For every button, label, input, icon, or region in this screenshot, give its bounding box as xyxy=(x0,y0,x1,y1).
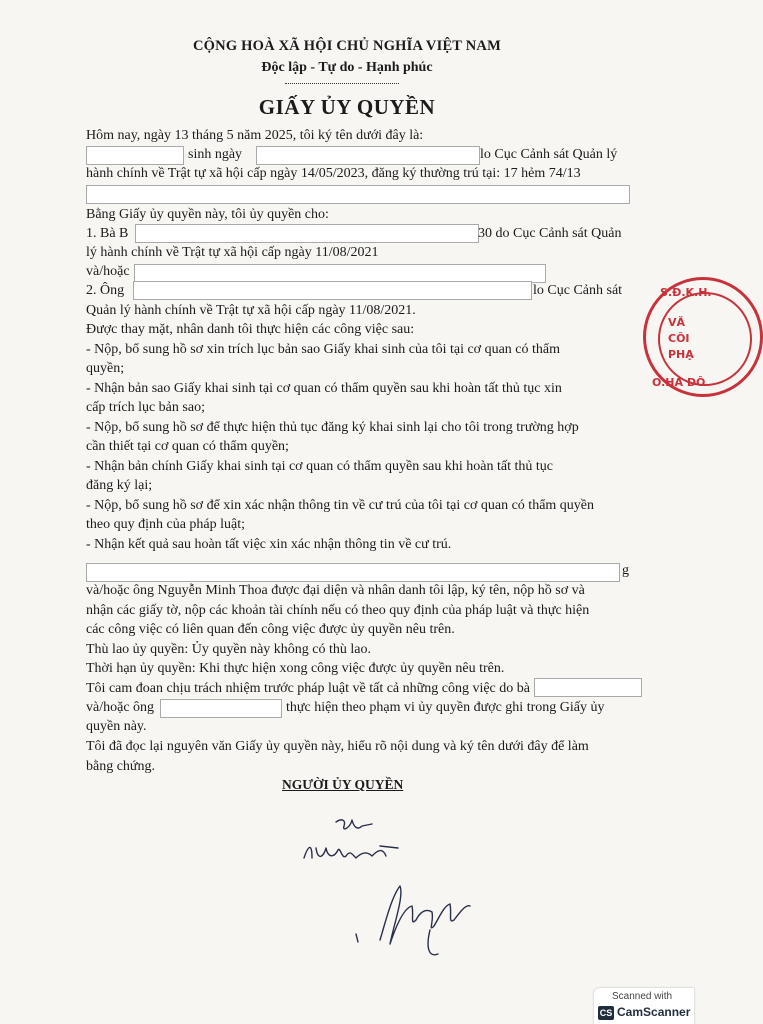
camscanner-watermark xyxy=(594,988,694,1024)
text-line: 2. Ông xyxy=(86,283,125,298)
document-title: GIẤY ỦY QUYỀN xyxy=(258,95,436,119)
text-line: cấp trích lục bản sao; xyxy=(86,400,205,415)
text-line: đăng ký lại; xyxy=(86,478,153,493)
text-line: Quản lý hành chính về Trật tự xã hội cấp ngày 11/08/2021. xyxy=(86,303,416,318)
text-line: lo Cục Cảnh sát xyxy=(533,283,623,298)
stamp-text: CÔI xyxy=(668,332,690,345)
text-line: lo Cục Cảnh sát Quản lý xyxy=(480,147,618,162)
text-line: Tôi cam đoan chịu trách nhiệm trước pháp luật về tất cả những công việc do bà xyxy=(86,681,530,696)
text-line: hành chính về Trật tự xã hội cấp ngày 14/05/2023, đăng ký thường trú tại: 17 hẻm 74/13 xyxy=(86,166,581,181)
text-line: - Nhận bản chính Giấy khai sinh tại cơ quan có thẩm quyền sau khi hoàn tất thủ tục xyxy=(86,459,553,474)
watermark-caption: Scanned with xyxy=(612,991,673,1002)
text-line: Thời hạn ủy quyền: Khi thực hiện xong công việc được ủy quyền nêu trên. xyxy=(86,661,505,676)
text-line: - Nộp, bổ sung hồ sơ để xin xác nhận thông tin về cư trú của tôi tại cơ quan có thẩm quyền xyxy=(86,498,595,513)
stamp-text: O.HÀ ĐÔ xyxy=(652,376,706,389)
text-line: và/hoặc xyxy=(86,264,130,279)
stamp-text: S.Đ.K.H. xyxy=(660,286,712,299)
text-line: - Nộp, bổ sung hồ sơ xin trích lục bản sao Giấy khai sinh của tôi tại cơ quan có thẩm xyxy=(86,342,560,357)
national-title: CỘNG HOÀ XÃ HỘI CHỦ NGHĨA VIỆT NAM xyxy=(193,38,501,54)
text-line: g xyxy=(622,563,629,578)
text-line: cần thiết tại cơ quan có thẩm quyền; xyxy=(86,439,289,454)
watermark-brand: CamScanner xyxy=(617,1005,691,1019)
text-line: quyền này. xyxy=(86,719,147,734)
text-line: thực hiện theo phạm vi ủy quyền được ghi trong Giấy ủy xyxy=(286,700,605,715)
text-line: Hôm nay, ngày 13 tháng 5 năm 2025, tôi ký tên dưới đây là: xyxy=(86,128,424,143)
signature-heading: NGƯỜI ỦY QUYỀN xyxy=(282,777,404,792)
stamp-text: VĂ xyxy=(668,316,686,329)
text-line: và/hoặc ông xyxy=(86,700,155,715)
text-line: và/hoặc ông Nguyễn Minh Thoa được đại diện và nhân danh tôi lập, ký tên, nộp hồ sơ và xyxy=(86,583,585,598)
text-line: sinh ngày xyxy=(188,147,243,162)
text-line: - Nhận kết quả sau hoàn tất việc xin xác nhận thông tin về cư trú. xyxy=(86,537,452,552)
motto: Độc lập - Tự do - Hạnh phúc xyxy=(261,60,433,75)
text-line: Bằng Giấy ủy quyền này, tôi ủy quyền cho: xyxy=(86,207,329,222)
text-line: Tôi đã đọc lại nguyên văn Giấy ủy quyền này, hiểu rõ nội dung và ký tên dưới đây để làm xyxy=(86,739,589,754)
text-line: bằng chứng. xyxy=(86,759,156,774)
text-line: theo quy định của pháp luật; xyxy=(86,517,246,532)
text-line: - Nộp, bổ sung hồ sơ để thực hiện thủ tục đăng ký khai sinh lại cho tôi trong trường hợp xyxy=(86,420,579,435)
stamp-text: PHẠ xyxy=(668,348,694,361)
official-stamp xyxy=(643,277,763,397)
camscanner-logo-icon: CS xyxy=(599,1008,613,1018)
text-line: quyền; xyxy=(86,361,125,376)
text-line: các công việc có liên quan đến công việc được ủy quyền nêu trên. xyxy=(86,622,455,637)
text-line: Được thay mặt, nhân danh tôi thực hiện các công việc sau: xyxy=(86,322,415,337)
text-line: 1. Bà B xyxy=(86,226,129,241)
text-line: 30 do Cục Cảnh sát Quản xyxy=(478,226,622,241)
text-line: lý hành chính về Trật tự xã hội cấp ngày 11/08/2021 xyxy=(86,245,379,260)
text-line: Thù lao ủy quyền: Ủy quyền này không có thù lao. xyxy=(86,642,372,657)
text-line: - Nhận bản sao Giấy khai sinh tại cơ quan có thẩm quyền sau khi hoàn tất thủ tục xin xyxy=(86,381,562,396)
text-line: nhận các giấy tờ, nộp các khoản tài chính nếu có theo quy định của pháp luật và thực hiện xyxy=(86,603,590,618)
